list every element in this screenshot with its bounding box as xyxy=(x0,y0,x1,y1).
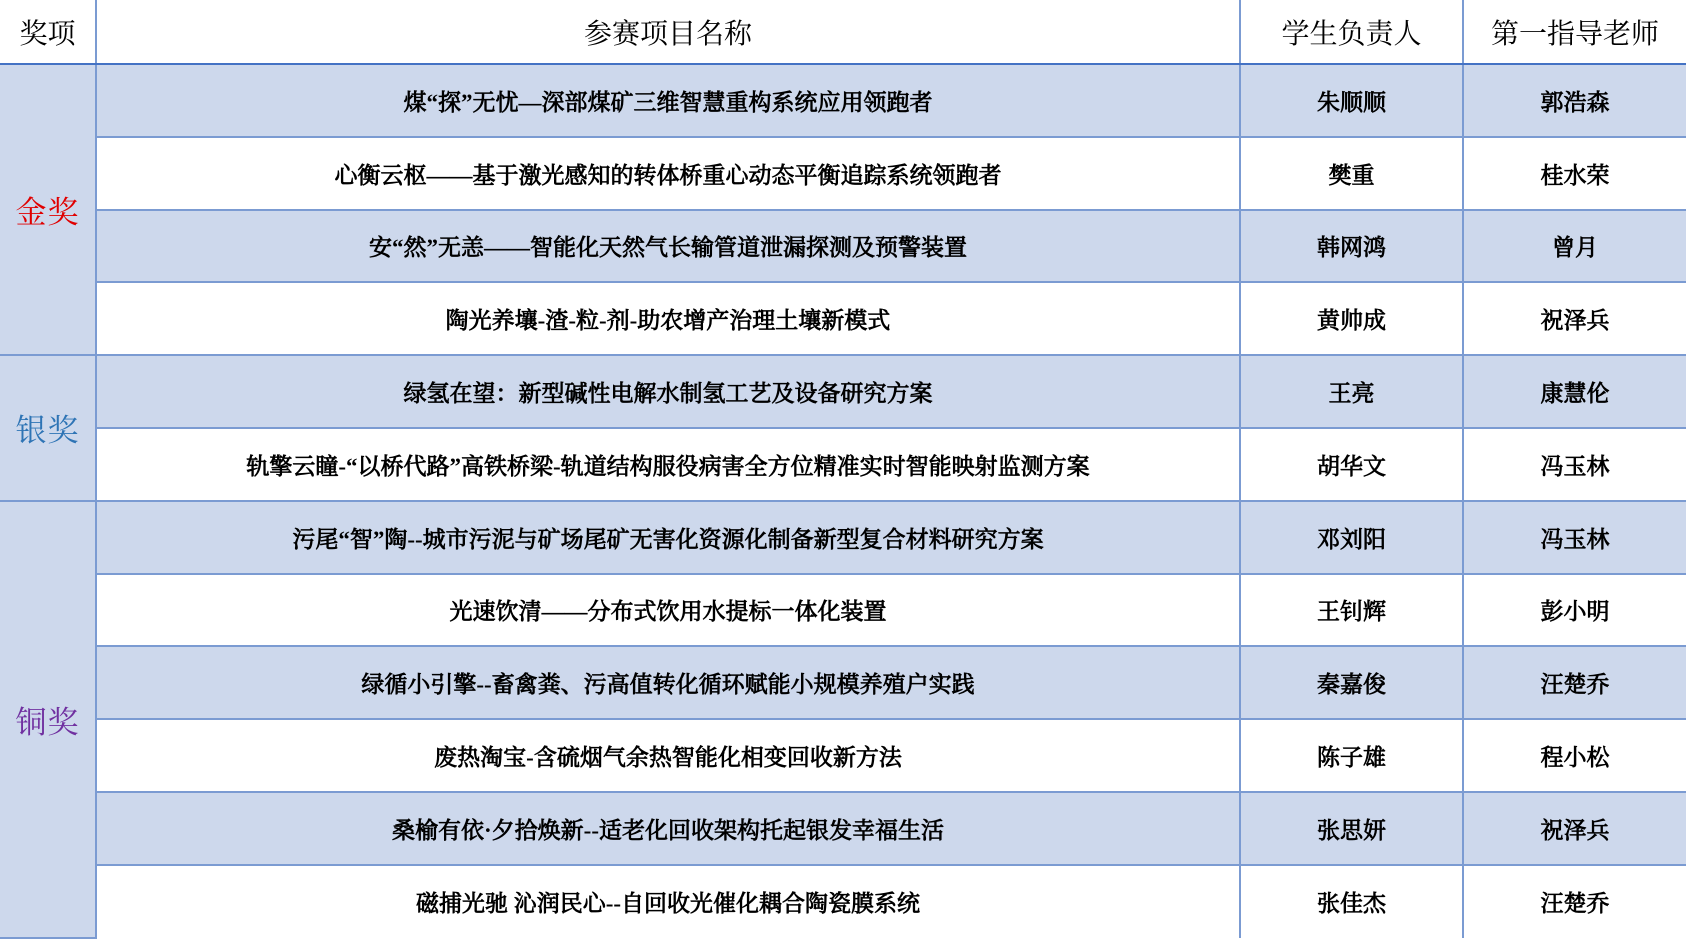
student-leader: 张思妍 xyxy=(1240,792,1463,865)
table-row xyxy=(0,137,1686,210)
table-row xyxy=(0,282,1686,355)
student-leader: 胡华文 xyxy=(1240,428,1463,501)
student-leader: 韩网鸿 xyxy=(1240,210,1463,283)
project-name: 光速饮清——分布式饮用水提标一体化装置 xyxy=(96,574,1240,647)
first-advisor: 冯玉林 xyxy=(1463,501,1686,574)
first-advisor: 曾月 xyxy=(1463,210,1686,283)
table-row xyxy=(0,719,1686,792)
header-student: 学生负责人 xyxy=(1240,0,1463,64)
student-leader: 朱顺顺 xyxy=(1240,64,1463,137)
first-advisor: 汪楚乔 xyxy=(1463,646,1686,719)
first-advisor: 祝泽兵 xyxy=(1463,792,1686,865)
first-advisor: 程小松 xyxy=(1463,719,1686,792)
table-header-row xyxy=(0,0,1686,64)
first-advisor: 桂水荣 xyxy=(1463,137,1686,210)
first-advisor: 祝泽兵 xyxy=(1463,282,1686,355)
project-name: 安“然”无恙——智能化天然气长输管道泄漏探测及预警装置 xyxy=(96,210,1240,283)
table-row xyxy=(0,501,1686,574)
table-row xyxy=(0,646,1686,719)
student-leader: 樊重 xyxy=(1240,137,1463,210)
student-leader: 陈子雄 xyxy=(1240,719,1463,792)
student-leader: 王钊辉 xyxy=(1240,574,1463,647)
first-advisor: 冯玉林 xyxy=(1463,428,1686,501)
first-advisor: 康慧伦 xyxy=(1463,355,1686,428)
project-name: 心衡云枢——基于激光感知的转体桥重心动态平衡追踪系统领跑者 xyxy=(96,137,1240,210)
award-label-bronze: 铜奖 xyxy=(0,501,96,938)
award-label-gold: 金奖 xyxy=(0,64,96,355)
project-name: 陶光养壤-渣-粒-剂-助农增产治理土壤新模式 xyxy=(96,282,1240,355)
table-row xyxy=(0,355,1686,428)
project-name: 绿循小引擎--畜禽粪、污高值转化循环赋能小规模养殖户实践 xyxy=(96,646,1240,719)
student-leader: 邓刘阳 xyxy=(1240,501,1463,574)
project-name: 桑榆有依·夕拾焕新--适老化回收架构托起银发幸福生活 xyxy=(96,792,1240,865)
header-teacher: 第一指导老师 xyxy=(1463,0,1686,64)
table-row xyxy=(0,865,1686,938)
header-award: 奖项 xyxy=(0,0,96,64)
table-row xyxy=(0,210,1686,283)
table-row xyxy=(0,428,1686,501)
table-row xyxy=(0,64,1686,137)
project-name: 绿氢在望：新型碱性电解水制氢工艺及设备研究方案 xyxy=(96,355,1240,428)
student-leader: 张佳杰 xyxy=(1240,865,1463,938)
first-advisor: 汪楚乔 xyxy=(1463,865,1686,938)
header-project: 参赛项目名称 xyxy=(96,0,1240,64)
first-advisor: 彭小明 xyxy=(1463,574,1686,647)
student-leader: 黄帅成 xyxy=(1240,282,1463,355)
project-name: 轨擎云瞳-“以桥代路”高铁桥梁-轨道结构服役病害全方位精准实时智能映射监测方案 xyxy=(96,428,1240,501)
project-name: 磁捕光驰 沁润民心--自回收光催化耦合陶瓷膜系统 xyxy=(96,865,1240,938)
award-label-silver: 银奖 xyxy=(0,355,96,501)
first-advisor: 郭浩森 xyxy=(1463,64,1686,137)
student-leader: 秦嘉俊 xyxy=(1240,646,1463,719)
student-leader: 王亮 xyxy=(1240,355,1463,428)
table-row xyxy=(0,574,1686,647)
project-name: 煤“探”无忧—深部煤矿三维智慧重构系统应用领跑者 xyxy=(96,64,1240,137)
project-name: 污尾“智”陶--城市污泥与矿场尾矿无害化资源化制备新型复合材料研究方案 xyxy=(96,501,1240,574)
project-name: 废热淘宝-含硫烟气余热智能化相变回收新方法 xyxy=(96,719,1240,792)
table-row xyxy=(0,792,1686,865)
